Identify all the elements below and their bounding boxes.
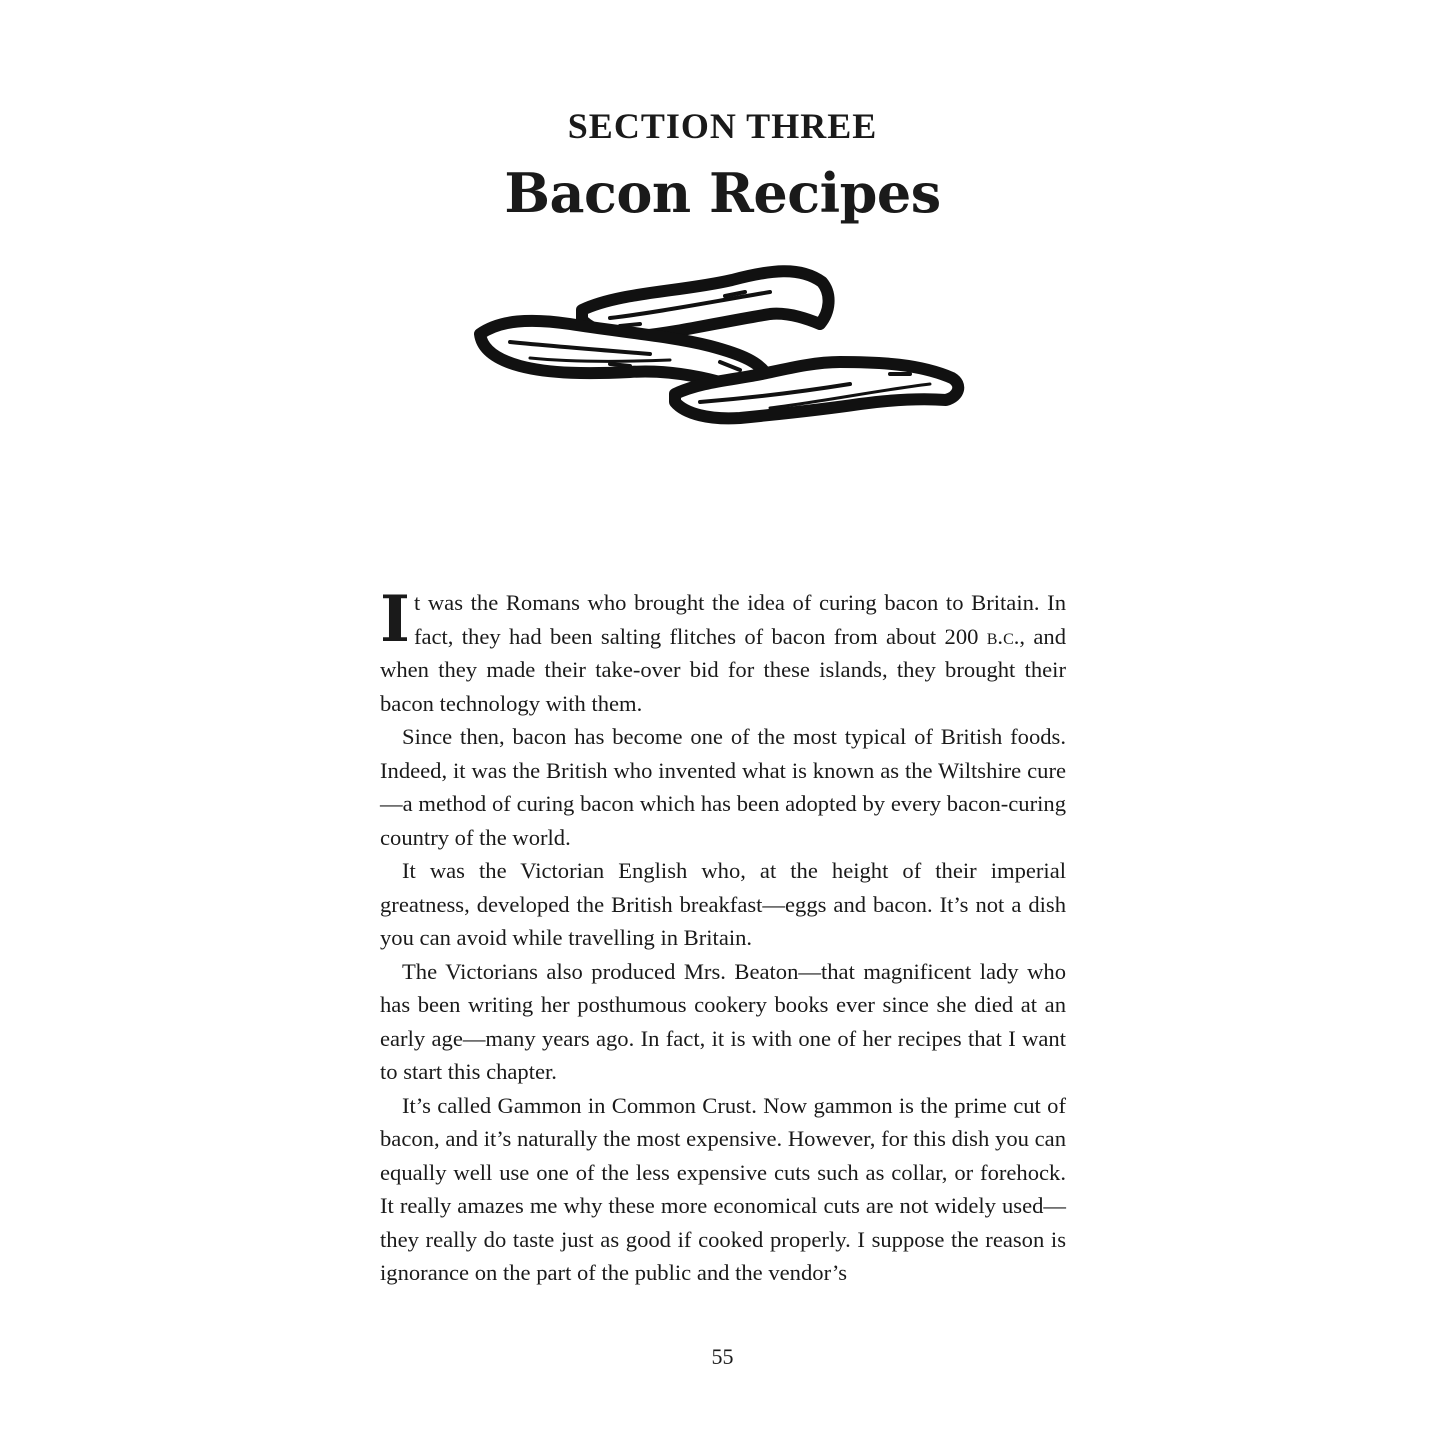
- section-title: Bacon Recipes: [504, 161, 941, 225]
- paragraph-1-text-a: t was the Romans who brought the idea of curing bacon to Britain. In fact, they had been salting flitches of bacon from about 200: [413, 590, 1066, 649]
- page-number: 55: [711, 1344, 734, 1369]
- paragraph-4: The Victorians also produced Mrs. Beaton—that magnificent lady who has been writing her posthumous cookery books ever since she died at an early age—many years ago. In fact, it is with one of her recipes that I want to start this chapter.: [380, 958, 1066, 1084]
- section-label: SECTION THREE: [567, 106, 878, 146]
- paragraph-5: It’s called Gammon in Common Crust. Now gammon is the prime cut of bacon, and it’s naturally the most expensive. However, for this dish you can equally well use one of the less expensive cuts such as collar, or forehock. It really amazes me why these more economical cuts are not widely used—they really do taste just as good if cooked properly. I suppose the reason is ignorance on the part of the public and the vendor’s: [380, 1092, 1066, 1285]
- bacon-strips-icon: [470, 262, 970, 432]
- paragraph-2: Since then, bacon has become one of the most typical of British foods. Indeed, it was the British who invented what is known as the Wiltshire cure—a method of curing bacon which has been adopted by every bacon-curing country of the world.: [380, 724, 1066, 850]
- paragraph-3: It was the Victorian English who, at the height of their imperial greatness, developed the British breakfast—eggs and bacon. It’s not a dish you can avoid while travelling in Britain.: [380, 858, 1066, 950]
- paragraph-1: [380, 582, 1066, 720]
- drop-cap: I: [380, 582, 410, 657]
- bc-abbreviation: b.c.: [986, 623, 1020, 649]
- paragraph-1-text-b: , and when they made their take-over bid for these islands, they brought their bacon technology with them.: [380, 623, 1066, 716]
- body-text: [380, 582, 1066, 1290]
